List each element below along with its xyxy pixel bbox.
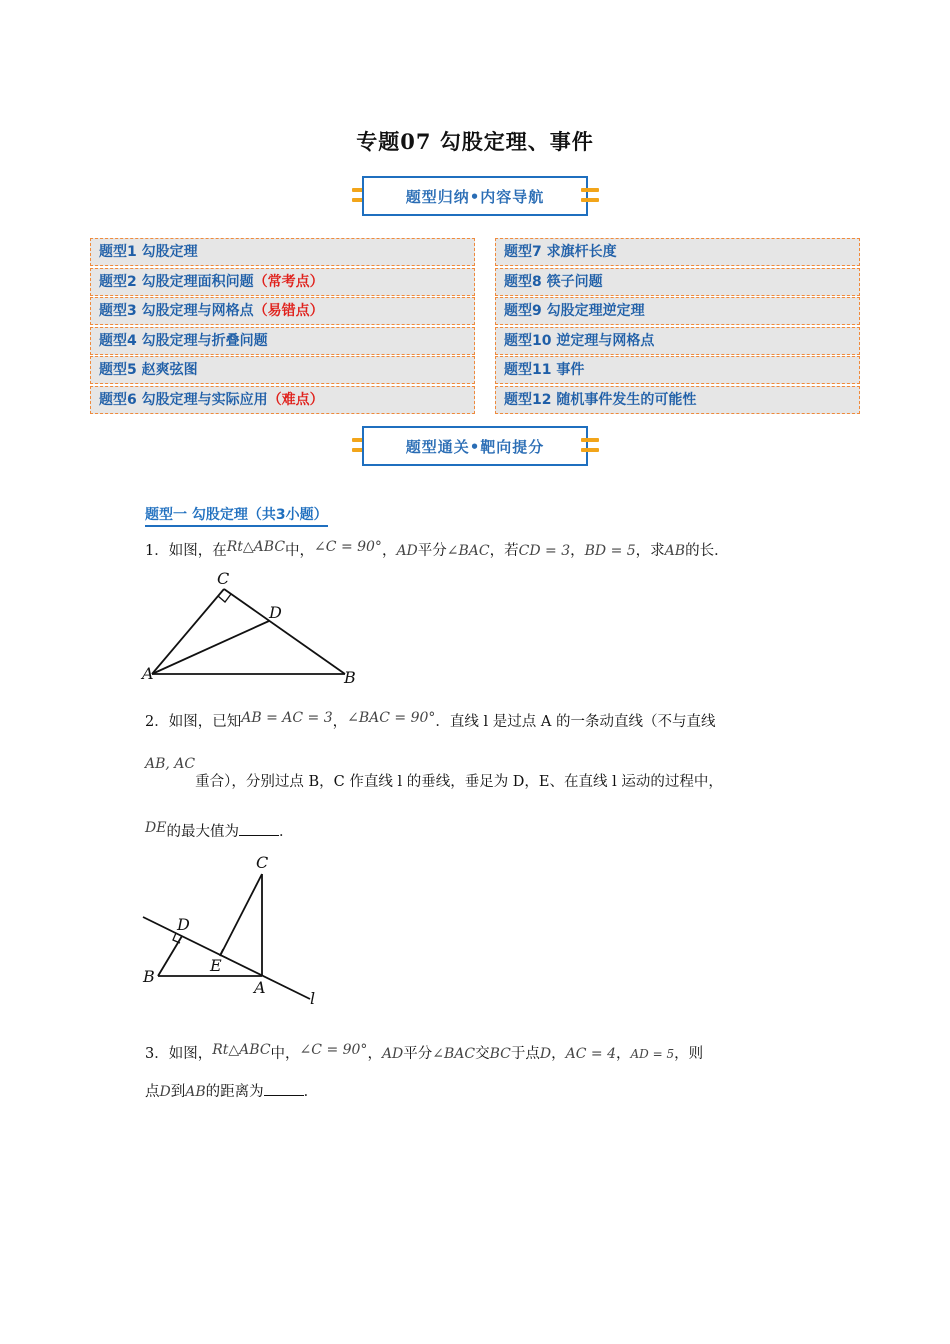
toc-item[interactable]: 题型2 勾股定理面积问题（常考点） [90,268,475,296]
equals-decor-icon [581,436,599,456]
toc-banner-label: 题型归纳•内容导航 [362,176,588,216]
toc-table [90,238,860,416]
label-b: B [344,668,356,687]
label-l: l [310,989,316,1008]
question-2-line-2: AB, AC重合），分别过点 B，C 作直线 l 的垂线，垂足为 D，E、在直线 l 运动的过程中， [145,756,723,790]
practice-banner [0,425,950,469]
toc-item[interactable]: 题型10 逆定理与网格点 [495,327,860,355]
label-d: D [269,603,282,622]
right-angle-mark [218,594,231,602]
question-2-line-1: 2．如图，已知AB = AC = 3，∠BAC = 90°．直线 l 是过点 A 的一条动直线（不与直线 [145,710,716,730]
toc-item[interactable]: 题型12 随机事件发生的可能性 [495,386,860,414]
figure-q2 [138,848,328,1008]
page-title: 专题07 勾股定理、事件 [356,129,594,154]
label-d: D [177,915,190,934]
label-c: C [256,853,269,872]
label-c: C [217,569,230,588]
toc-item[interactable]: 题型8 筷子问题 [495,268,860,296]
label-a: A [254,978,266,997]
segment-ad [152,621,269,674]
question-2-line-3: DE的最大值为 ． [145,820,294,840]
toc-column-right [495,238,860,416]
question-3-line-1: 3．如图，Rt△ABC中，∠C = 90°，AD平分∠BAC交BC于点D，AC = 4，AD = 5，则 [145,1042,704,1062]
toc-item[interactable]: 题型6 勾股定理与实际应用（难点） [90,386,475,414]
segment-ac [152,589,224,674]
question-1-text: 1．如图，在Rt△ABC中，∠C = 90°，AD平分∠BAC，若CD = 3，BD = 5，求AB的长． [145,539,729,559]
label-e: E [210,956,222,975]
toc-item[interactable]: 题型3 勾股定理与网格点（易错点） [90,297,475,325]
toc-item[interactable]: 题型1 勾股定理 [90,238,475,266]
label-a: A [142,664,154,683]
toc-item[interactable]: 题型5 赵爽弦图 [90,356,475,384]
section-heading[interactable]: 题型一 勾股定理（共3小题） [145,504,328,527]
toc-banner [0,175,950,219]
answer-blank[interactable] [239,821,279,836]
toc-item[interactable]: 题型9 勾股定理逆定理 [495,297,860,325]
toc-item[interactable]: 题型7 求旗杆长度 [495,238,860,266]
toc-item[interactable]: 题型11 事件 [495,356,860,384]
question-3-line-2: 点D到AB的距离为 ． [145,1080,318,1101]
segment-cb [224,589,345,674]
answer-blank[interactable] [264,1081,304,1096]
practice-banner-label: 题型通关•靶向提分 [362,426,588,466]
toc-column-left [90,238,475,416]
equals-decor-icon [581,186,599,206]
segment-ce [220,874,262,956]
toc-item[interactable]: 题型4 勾股定理与折叠问题 [90,327,475,355]
label-b: B [143,967,155,986]
figure-q1 [140,566,370,690]
